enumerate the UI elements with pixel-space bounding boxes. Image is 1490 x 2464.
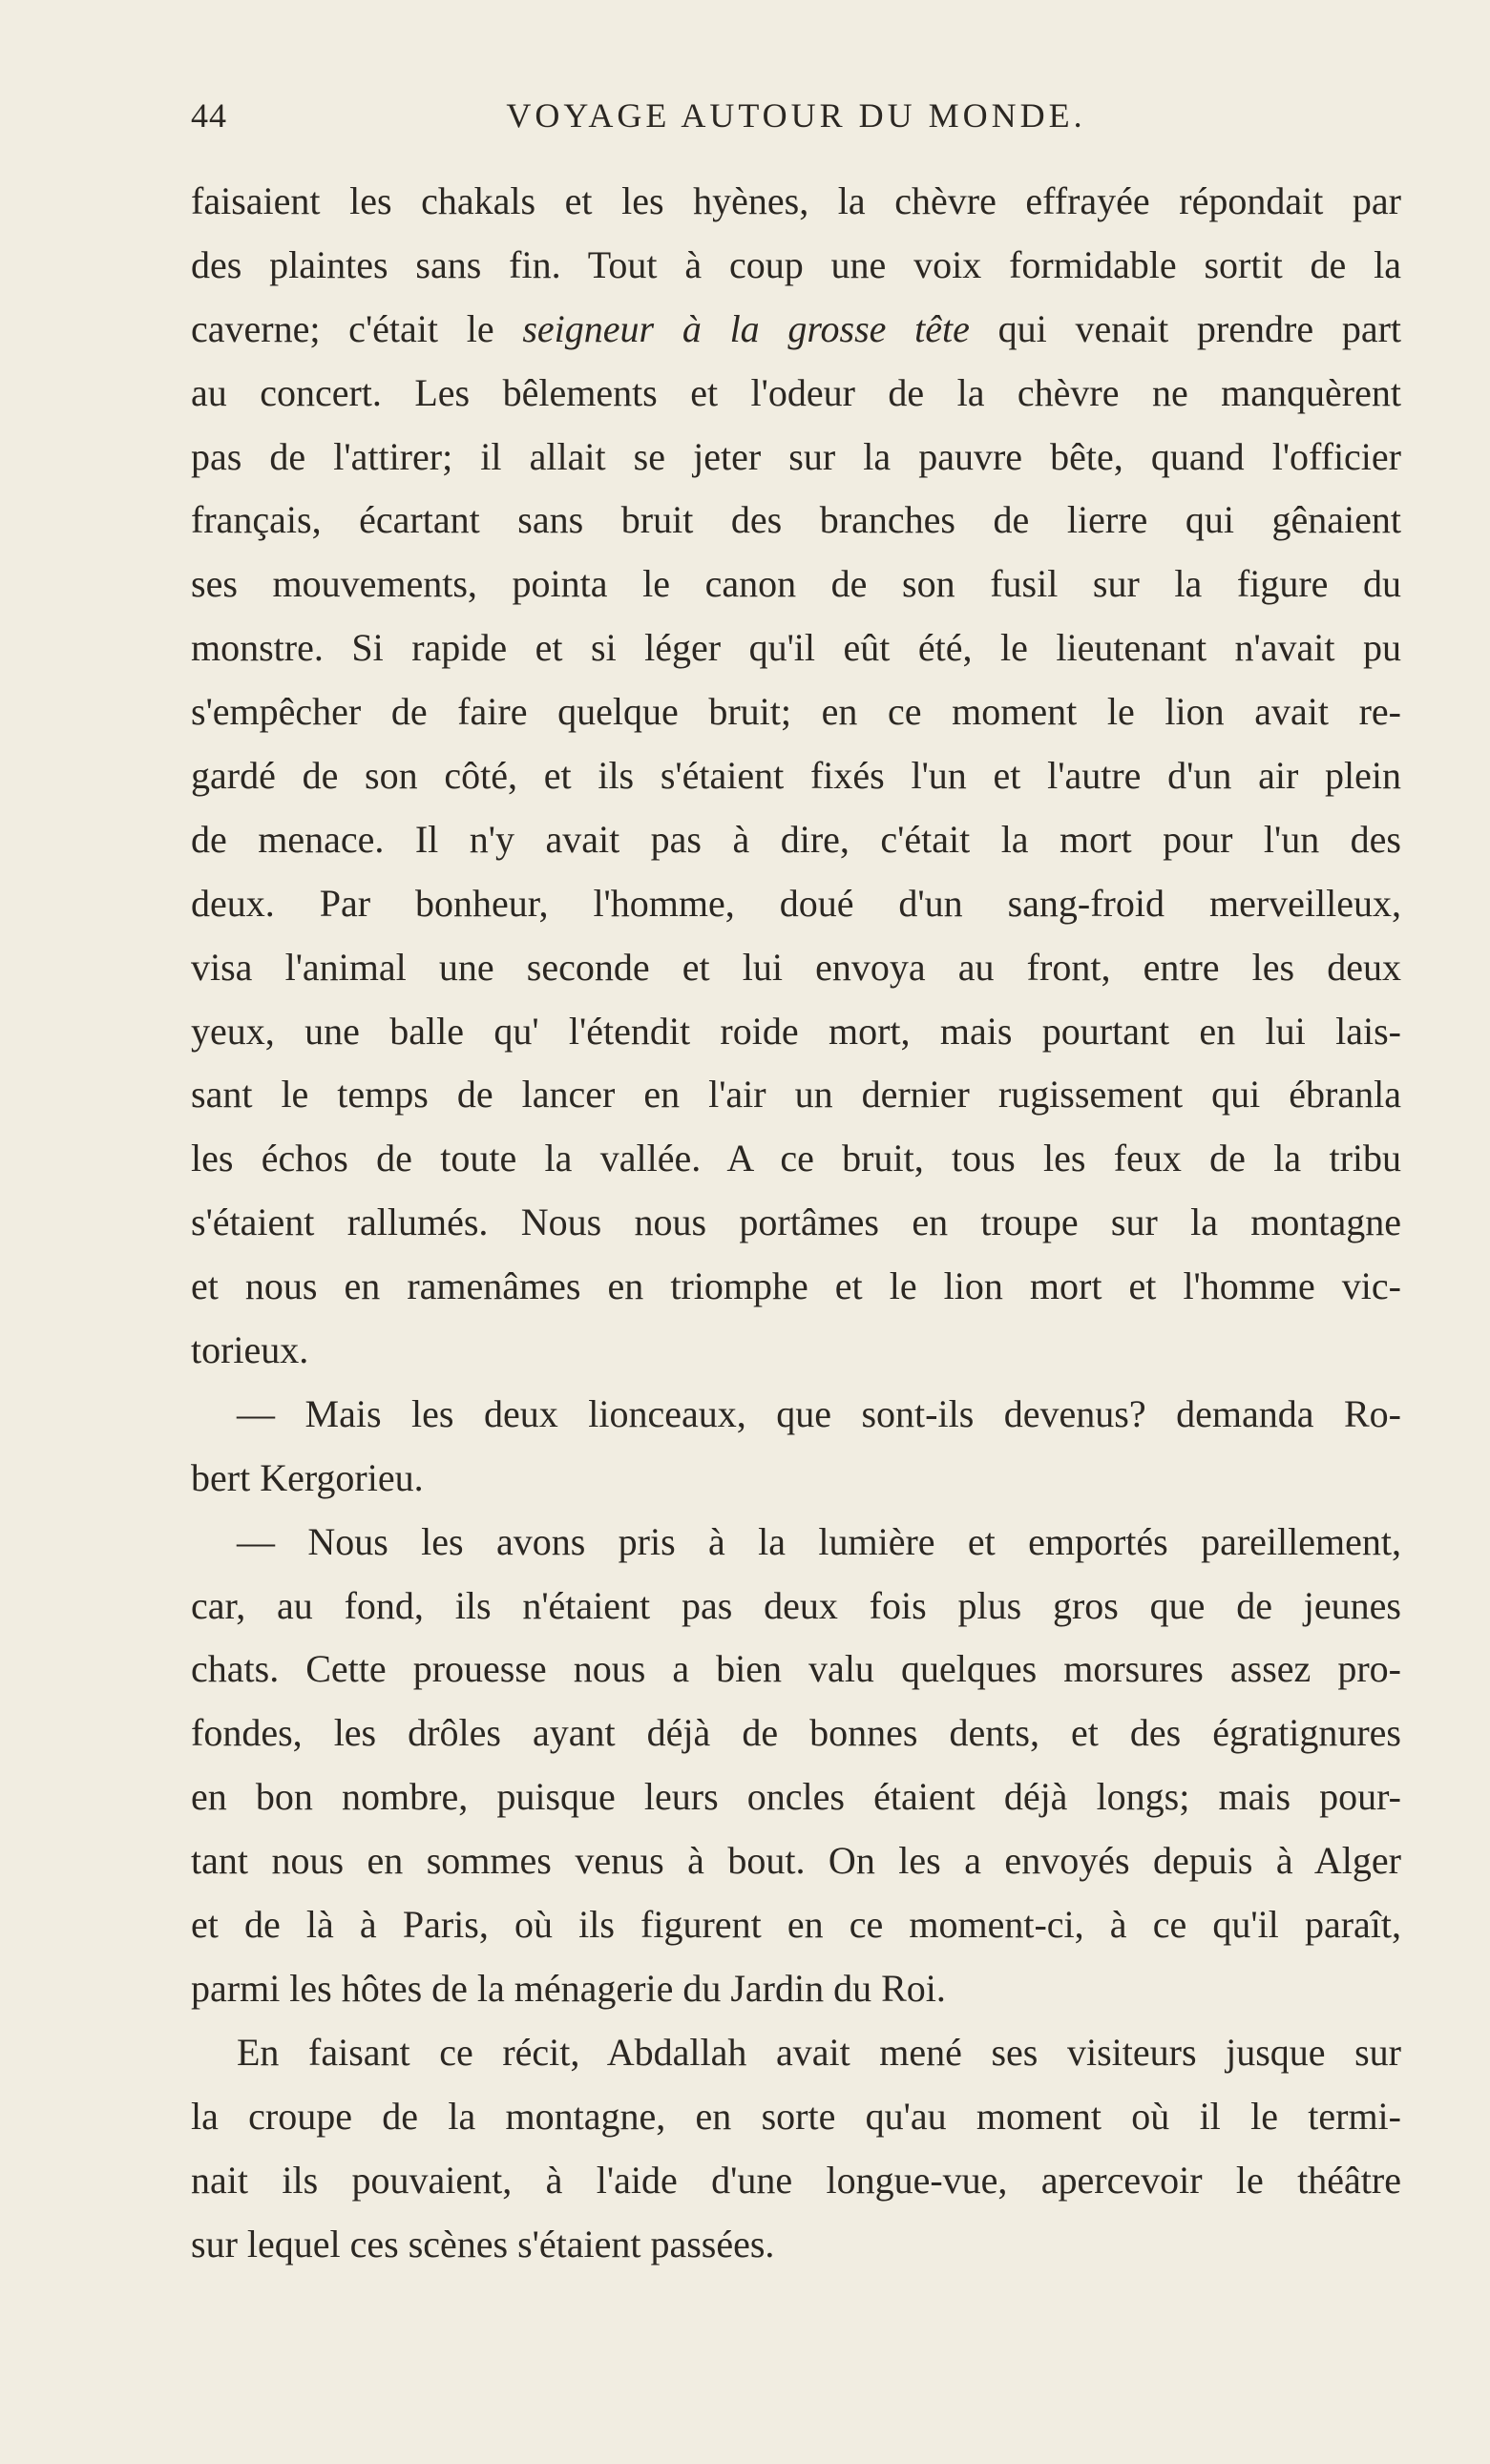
body-text xyxy=(191,170,1401,2276)
text-line: bert Kergorieu. xyxy=(191,1455,424,1499)
dialogue-line: — Mais les deux lionceaux, que sont-ils devenus? demanda Ro- xyxy=(237,1391,1401,1435)
text-line: s'empêcher de faire quelque bruit; en ce moment le lion avait re- xyxy=(191,690,1401,734)
text-line: faisaient les chakals et les hyènes, la chèvre effrayée répondait par xyxy=(191,179,1401,222)
text-line: visa l'animal une seconde et lui envoya au front, entre les deux xyxy=(191,945,1401,989)
paragraph-first-line: En faisant ce récit, Abdallah avait mené ses visiteurs jusque sur xyxy=(237,2030,1401,2074)
text-line: des plaintes sans fin. Tout à coup une voix formidable sortit de la xyxy=(191,242,1401,286)
text-line: chats. Cette prouesse nous a bien valu quelques morsures assez pro- xyxy=(191,1647,1401,1691)
running-title: VOYAGE AUTOUR DU MONDE. xyxy=(506,96,1086,135)
text-line: torieux. xyxy=(191,1328,309,1372)
text-line: pas de l'attirer; il allait se jeter sur la pauvre bête, quand l'officier xyxy=(191,434,1401,478)
text-line: tant nous en sommes venus à bout. On les a envoyés depuis à Alger xyxy=(191,1839,1401,1883)
text-line: parmi les hôtes de la ménagerie du Jardin du Roi. xyxy=(191,1966,946,2010)
text-line: car, au fond, ils n'étaient pas deux fois plus gros que de jeunes xyxy=(191,1583,1401,1627)
text-line: fondes, les drôles ayant déjà de bonnes dents, et des égratignures xyxy=(191,1711,1401,1755)
page-header xyxy=(191,95,1401,153)
text-line: les échos de toute la vallée. A ce bruit, tous les feux de la tribu xyxy=(191,1137,1401,1180)
text-line: français, écartant sans bruit des branches de lierre qui gênaient xyxy=(191,498,1401,542)
text-line: monstre. Si rapide et si léger qu'il eût été, le lieutenant n'avait pu xyxy=(191,626,1401,670)
text-line: de menace. Il n'y avait pas à dire, c'était la mort pour l'un des xyxy=(191,817,1401,861)
text-line: sant le temps de lancer en l'air un dernier rugissement qui ébranla xyxy=(191,1073,1401,1117)
text-line: au concert. Les bêlements et l'odeur de la chèvre ne manquèrent xyxy=(191,370,1401,414)
text-line: et nous en ramenâmes en triomphe et le lion mort et l'homme vic- xyxy=(191,1264,1401,1308)
text-line: la croupe de la montagne, en sorte qu'au moment où il le termi- xyxy=(191,2094,1401,2138)
text-line: nait ils pouvaient, à l'aide d'une longue-vue, apercevoir le théâtre xyxy=(191,2158,1401,2202)
text-line: gardé de son côté, et ils s'étaient fixés l'un et l'autre d'un air plein xyxy=(191,754,1401,798)
italic-phrase: seigneur à la grosse tête xyxy=(522,306,970,350)
text-line: caverne; c'était le seigneur à la grosse tête qui venait prendre part xyxy=(191,306,1402,350)
text-line: deux. Par bonheur, l'homme, doué d'un sang-froid merveilleux, xyxy=(191,881,1401,925)
text-line: en bon nombre, puisque leurs oncles étaient déjà longs; mais pour- xyxy=(191,1775,1401,1819)
dialogue-line: — Nous les avons pris à la lumière et emportés pareillement, xyxy=(237,1519,1401,1563)
text-line: s'étaient rallumés. Nous nous portâmes en troupe sur la montagne xyxy=(191,1201,1401,1244)
text-line: ses mouvements, pointa le canon de son fusil sur la figure du xyxy=(191,562,1401,606)
text-line: sur lequel ces scènes s'étaient passées. xyxy=(191,2222,775,2266)
text-line: yeux, une balle qu' l'étendit roide mort, mais pourtant en lui lais- xyxy=(191,1009,1401,1053)
page-number: 44 xyxy=(191,96,227,135)
text-line: et de là à Paris, où ils figurent en ce moment-ci, à ce qu'il paraît, xyxy=(191,1903,1401,1947)
